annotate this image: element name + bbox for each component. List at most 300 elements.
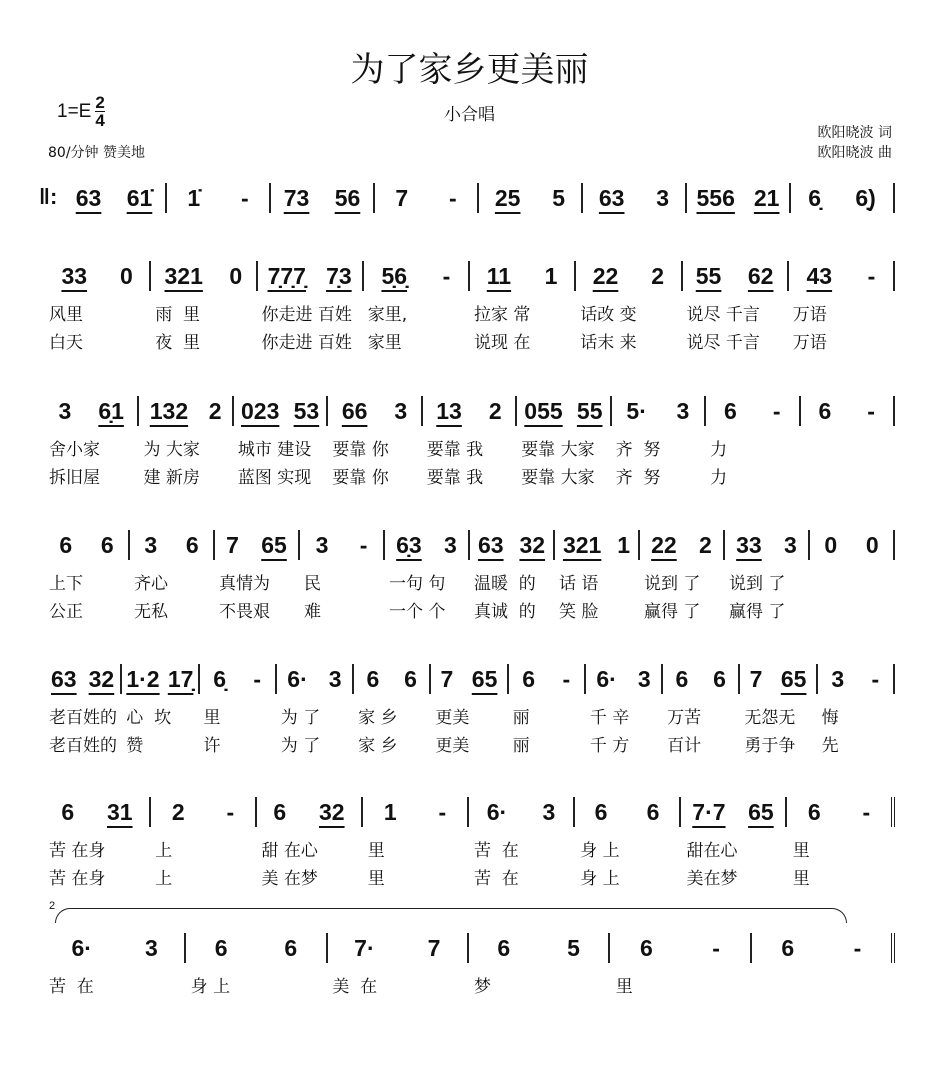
note-group: 6 xyxy=(818,397,832,424)
lyric: 要靠 你 xyxy=(332,467,389,488)
measure xyxy=(354,664,431,694)
lyric: 说尽 千言 xyxy=(686,304,760,325)
measure xyxy=(583,183,687,213)
measure xyxy=(612,396,706,426)
lyric: 身 上 xyxy=(580,868,620,889)
note-group: 6 xyxy=(675,665,689,692)
key-label: 1=E xyxy=(57,100,92,122)
lyric: 上 xyxy=(155,840,173,861)
lyric: 难 xyxy=(304,601,321,622)
note-group: 3 xyxy=(784,531,797,558)
note-group: 132 xyxy=(149,397,189,424)
note-group: 22 xyxy=(592,262,619,289)
lyric: 民 xyxy=(304,573,321,594)
lyric: 更美 xyxy=(435,735,470,756)
note-group: 62 xyxy=(747,262,774,289)
note-group: 1̇ xyxy=(187,184,201,211)
lyric: 笑 脸 xyxy=(559,601,599,622)
lyric: 千 辛 xyxy=(589,707,630,728)
lyric: 里 xyxy=(792,840,810,861)
lyric: 苦 在身 xyxy=(49,840,106,861)
note-group: 32 xyxy=(88,665,115,692)
note-group: - xyxy=(867,397,875,424)
note-group: 22 xyxy=(651,531,677,558)
lyric: 万语 xyxy=(792,304,827,325)
lyric: 身 上 xyxy=(580,840,620,861)
lyric: 上下 xyxy=(49,573,83,594)
note-group: 556 xyxy=(696,184,735,211)
lyrics-line-2 xyxy=(45,729,895,757)
measure xyxy=(151,261,257,291)
note-group: - xyxy=(562,665,571,692)
measure xyxy=(234,396,328,426)
measure xyxy=(45,797,151,827)
note-group: 5 xyxy=(567,934,580,961)
lyric: 无私 xyxy=(134,601,168,622)
note-group: 3 xyxy=(676,397,690,424)
note-group: 63 xyxy=(598,184,625,211)
lyrics-line-2 xyxy=(45,862,895,890)
lyric: 温暖 的 xyxy=(474,573,536,594)
note-group: 6 xyxy=(366,665,380,692)
note-group: 65 xyxy=(748,798,774,825)
composer-credit: 欧阳晓波 曲 xyxy=(817,145,892,161)
measure xyxy=(687,183,791,213)
lyric: 勇于争 xyxy=(744,735,796,756)
lyrics-line-1 xyxy=(45,567,895,595)
measure xyxy=(45,664,122,694)
note-group: - xyxy=(862,798,871,825)
note-group: 7̣3 xyxy=(326,262,352,289)
measure xyxy=(167,183,271,213)
lyric: 更美 xyxy=(435,707,470,728)
lyrics-line-2 xyxy=(45,326,895,354)
song-title: 为了家乡更美丽 xyxy=(350,50,589,90)
note-group: 33 xyxy=(61,262,88,289)
lyric: 一个 个 xyxy=(389,601,446,622)
note-group: - xyxy=(359,531,368,558)
lyric: 里 xyxy=(792,868,810,889)
measure xyxy=(45,261,151,291)
note-group: 3 xyxy=(637,665,651,692)
lyric: 赢得 了 xyxy=(729,601,786,622)
measure xyxy=(364,261,470,291)
measure xyxy=(576,261,682,291)
measure xyxy=(375,183,479,213)
note-group: 7 xyxy=(395,184,409,211)
note-group: 5· xyxy=(626,397,647,424)
note-group: 53 xyxy=(293,397,320,424)
note-group: 2 xyxy=(171,798,185,825)
lyric: 话末 来 xyxy=(580,332,637,353)
note-group: 6 xyxy=(214,934,228,961)
lyric: 老百姓的 xyxy=(49,735,117,756)
lyric: 城市 建设 xyxy=(237,439,312,460)
note-group: 73 xyxy=(283,184,310,211)
note-group: 1 xyxy=(544,262,558,289)
note-group: 6̣3 xyxy=(396,531,422,558)
note-group: 63 xyxy=(51,665,77,692)
note-group: 3 xyxy=(328,665,342,692)
lyric: 话 语 xyxy=(559,573,599,594)
lyric: 心 坎 xyxy=(126,707,172,728)
note-group: 0 xyxy=(865,531,879,558)
note-group: 055 xyxy=(524,397,563,424)
measure xyxy=(130,530,215,560)
lyric: 里 xyxy=(367,868,385,889)
note-group: - xyxy=(448,184,457,211)
note-group: 6 xyxy=(640,934,653,961)
note-group: 6 xyxy=(497,934,511,961)
note-group: 6̣1 xyxy=(98,397,124,424)
note-group: 17̣ xyxy=(167,665,194,692)
measure xyxy=(423,396,517,426)
note-group: 3 xyxy=(144,531,158,558)
measure xyxy=(363,797,469,827)
measure xyxy=(151,797,257,827)
note-group: 6 xyxy=(781,934,795,961)
volta-number: 2 xyxy=(49,900,56,912)
note-group: 7̣7̣7̣ xyxy=(267,262,306,289)
lyric: 家里 xyxy=(367,332,402,353)
lyric: 齐 努 xyxy=(615,467,661,488)
note-group: 7 xyxy=(749,665,763,692)
note-group: 3 xyxy=(145,934,158,961)
note-group: 6· xyxy=(486,798,508,825)
lyric: 先 xyxy=(821,735,839,756)
note-group: 6 xyxy=(522,665,536,692)
note-group: 32 xyxy=(318,798,345,825)
note-group: 7 xyxy=(226,531,239,558)
lyric: 一句 句 xyxy=(389,573,446,594)
note-group: 3 xyxy=(542,798,556,825)
measure xyxy=(706,396,800,426)
measure xyxy=(787,797,895,827)
lyric: 美 在梦 xyxy=(261,868,318,889)
measure xyxy=(300,530,385,560)
measure xyxy=(63,183,167,213)
measure xyxy=(45,933,186,963)
subtitle: 小合唱 xyxy=(444,105,495,125)
lyric: 你走进 百姓 xyxy=(261,332,352,353)
measure xyxy=(271,183,375,213)
lyric: 美 在 xyxy=(332,976,378,997)
lyric: 话改 变 xyxy=(580,304,637,325)
note-group: 55 xyxy=(695,262,722,289)
lyrics-line-2 xyxy=(45,595,895,623)
lyric: 为 大家 xyxy=(143,439,200,460)
note-group: 6· xyxy=(287,665,308,692)
lyric: 要靠 大家 xyxy=(521,467,595,488)
system-5 xyxy=(45,661,895,757)
note-group: 6 xyxy=(713,665,726,692)
note-group: - xyxy=(240,184,249,211)
lyric: 真诚 的 xyxy=(474,601,536,622)
note-group: 0 xyxy=(229,262,243,289)
measure xyxy=(681,797,787,827)
note-group: 13 xyxy=(436,397,462,424)
lyrics-line-1 xyxy=(45,298,895,326)
note-group: - xyxy=(867,262,876,289)
note-group: - xyxy=(871,665,880,692)
lyrics-line-1 xyxy=(45,701,895,729)
measure xyxy=(122,664,199,694)
note-group: 7· xyxy=(354,934,375,961)
note-group: 023 xyxy=(240,397,280,424)
note-group: - xyxy=(226,798,235,825)
note-group: 6· xyxy=(596,665,617,692)
lyric: 力 xyxy=(710,439,728,460)
measure xyxy=(801,396,895,426)
measure xyxy=(258,261,364,291)
lyric: 赢得 了 xyxy=(644,601,701,622)
note-group: 5 xyxy=(552,184,566,211)
note-group: 3 xyxy=(831,665,845,692)
measure xyxy=(200,664,277,694)
note-group: 31 xyxy=(106,798,133,825)
measure xyxy=(610,933,751,963)
note-group: - xyxy=(438,798,447,825)
lyric: 说到 了 xyxy=(644,573,701,594)
measure xyxy=(683,261,789,291)
note-group: 5̣6̣ xyxy=(381,262,408,289)
note-group: - xyxy=(253,665,262,692)
lyric: 舍小家 xyxy=(49,439,100,460)
measure xyxy=(575,797,681,827)
lyric: 齐心 xyxy=(134,573,168,594)
measure xyxy=(469,933,610,963)
note-group: 2 xyxy=(208,397,222,424)
measure xyxy=(385,530,470,560)
lyric: 甜在心 xyxy=(686,840,738,861)
note-group: 1 xyxy=(617,531,631,558)
lyric: 甜 在心 xyxy=(261,840,318,861)
note-group: 2 xyxy=(699,531,712,558)
lyric: 要靠 大家 xyxy=(521,439,595,460)
lyric: 许 xyxy=(203,735,221,756)
measure xyxy=(45,530,130,560)
note-group: - xyxy=(442,262,451,289)
note-group: 3 xyxy=(656,184,670,211)
lyric: 不畏艰 xyxy=(219,601,270,622)
note-group: 63 xyxy=(75,184,102,211)
lyric: 公正 xyxy=(49,601,83,622)
note-group: 7 xyxy=(440,665,454,692)
note-group: 3 xyxy=(444,531,457,558)
lyrics-line-1 xyxy=(45,970,895,998)
note-group: 321 xyxy=(164,262,203,289)
measure xyxy=(139,396,233,426)
note-group: 55 xyxy=(576,397,603,424)
note-group: 6 xyxy=(185,531,199,558)
lyric: 说尽 千言 xyxy=(686,332,760,353)
lyric: 身 上 xyxy=(190,976,231,997)
lyric: 千 方 xyxy=(589,735,630,756)
note-group: - xyxy=(772,397,781,424)
note-group: 1 xyxy=(383,798,397,825)
measure xyxy=(215,530,300,560)
note-group: 6 xyxy=(273,798,287,825)
lyrics-line-1 xyxy=(45,834,895,862)
lyric: 上 xyxy=(155,868,173,889)
measure xyxy=(810,530,895,560)
lyric: 拉家 常 xyxy=(474,304,531,325)
note-group: 56 xyxy=(334,184,361,211)
lyric: 苦 在身 xyxy=(49,868,106,889)
measure xyxy=(791,183,895,213)
lyric: 夜 里 xyxy=(155,332,201,353)
note-group: 3 xyxy=(394,397,408,424)
note-group: 33 xyxy=(736,531,762,558)
note-group: 61̇ xyxy=(126,184,153,211)
measure xyxy=(328,933,469,963)
measure xyxy=(45,396,139,426)
lyric: 里 xyxy=(367,840,385,861)
note-group: 11 xyxy=(486,262,512,289)
measure xyxy=(517,396,611,426)
note-group: 6 xyxy=(724,397,737,424)
lyric: 苦 在 xyxy=(474,868,519,889)
lyric: 苦 在 xyxy=(474,840,519,861)
note-group: 6· xyxy=(71,934,92,961)
measure xyxy=(663,664,740,694)
lyric: 建 新房 xyxy=(143,467,200,488)
note-group: 43 xyxy=(806,262,833,289)
measure xyxy=(431,664,508,694)
lyric: 万苦 xyxy=(667,707,702,728)
lyric: 梦 xyxy=(474,976,492,997)
measure xyxy=(818,664,895,694)
lyric: 苦 在 xyxy=(49,976,94,997)
lyric: 老百姓的 xyxy=(49,707,117,728)
lyric: 风里 xyxy=(49,304,83,325)
note-group: 3 xyxy=(315,531,329,558)
volta-bracket xyxy=(55,908,847,923)
note-group: 6̣ xyxy=(808,184,821,211)
lyric: 要靠 我 xyxy=(426,439,484,460)
lyric: 为 了 xyxy=(280,707,321,728)
lyric: 家 乡 xyxy=(358,735,398,756)
lyric: 百计 xyxy=(667,735,702,756)
note-group: 6 xyxy=(284,934,298,961)
measure xyxy=(740,664,817,694)
system-7 xyxy=(45,900,895,998)
lyric: 说现 在 xyxy=(474,332,531,353)
note-group: - xyxy=(712,934,720,961)
measure xyxy=(752,933,895,963)
lyric: 蓝图 实现 xyxy=(237,467,312,488)
measure xyxy=(725,530,810,560)
note-group: 6 xyxy=(404,665,417,692)
measure xyxy=(555,530,640,560)
lyric: 丽 xyxy=(512,735,530,756)
lyricist-credit: 欧阳晓波 词 xyxy=(817,125,892,141)
note-group: 66 xyxy=(341,397,368,424)
lyric: 为 了 xyxy=(280,735,321,756)
lyric: 无怨无 xyxy=(744,707,796,728)
note-group: 25 xyxy=(494,184,521,211)
note-group: 6̣) xyxy=(855,184,876,211)
lyric: 丽 xyxy=(512,707,530,728)
lyric: 家 乡 xyxy=(358,707,398,728)
measure xyxy=(469,797,575,827)
lyric: 力 xyxy=(710,467,728,488)
note-group: 32 xyxy=(519,531,546,558)
measure xyxy=(586,664,663,694)
lyric: 真情为 xyxy=(219,573,270,594)
lyric: 美在梦 xyxy=(686,868,738,889)
lyric: 你走进 百姓 xyxy=(261,304,352,325)
note-group: 0 xyxy=(119,262,133,289)
note-group: 6 xyxy=(646,798,660,825)
note-group: 2 xyxy=(651,262,665,289)
lyric: 白天 xyxy=(49,332,83,353)
lyric: 拆旧屋 xyxy=(49,467,100,488)
note-group: 6̣ xyxy=(213,665,227,692)
measure xyxy=(789,261,895,291)
note-group: 6 xyxy=(61,798,75,825)
note-group: 2 xyxy=(488,397,502,424)
lyric: 家里, xyxy=(367,304,408,325)
note-group: 3 xyxy=(58,397,72,424)
measure xyxy=(257,797,363,827)
system-6 xyxy=(45,794,895,890)
lyric: 要靠 你 xyxy=(332,439,389,460)
note-group: - xyxy=(853,934,862,961)
note-group: 65 xyxy=(261,531,287,558)
note-group: 65 xyxy=(471,665,498,692)
note-group: 6 xyxy=(594,798,608,825)
lyrics-line-2 xyxy=(45,461,895,489)
measure xyxy=(186,933,327,963)
time-sig-bottom: 4 xyxy=(95,111,105,130)
measure xyxy=(470,261,576,291)
lyrics-line-1 xyxy=(45,433,895,461)
system-3 xyxy=(45,393,895,489)
system-1 xyxy=(39,180,895,216)
measure xyxy=(640,530,725,560)
note-group: 6 xyxy=(100,531,114,558)
measure xyxy=(479,183,583,213)
lyric: 说到 了 xyxy=(729,573,786,594)
lyric: 雨 里 xyxy=(155,304,201,325)
lyric: 要靠 我 xyxy=(426,467,484,488)
lyric: 万语 xyxy=(792,332,827,353)
note-group: 0 xyxy=(824,531,838,558)
time-sig-top: 2 xyxy=(95,93,105,112)
lyric: 里 xyxy=(615,976,633,997)
note-group: 63 xyxy=(477,531,504,558)
lyric: 齐 努 xyxy=(615,439,661,460)
note-group: 6 xyxy=(807,798,821,825)
measure xyxy=(509,664,586,694)
repeat-start: ‖: xyxy=(39,184,58,209)
measure xyxy=(470,530,555,560)
lyric: 里 xyxy=(203,707,221,728)
note-group: 7·7 xyxy=(692,798,726,825)
note-group: 65 xyxy=(780,665,807,692)
tempo-marking: 80/分钟 赞美地 xyxy=(48,145,145,161)
note-group: 321 xyxy=(562,531,602,558)
system-4 xyxy=(45,527,895,623)
measure xyxy=(328,396,422,426)
lyric: 赞 xyxy=(126,735,144,756)
note-group: 7 xyxy=(427,934,441,961)
system-2 xyxy=(45,258,895,354)
note-group: 1·2 xyxy=(126,665,160,692)
lyric: 悔 xyxy=(821,707,839,728)
note-group: 6 xyxy=(59,531,73,558)
